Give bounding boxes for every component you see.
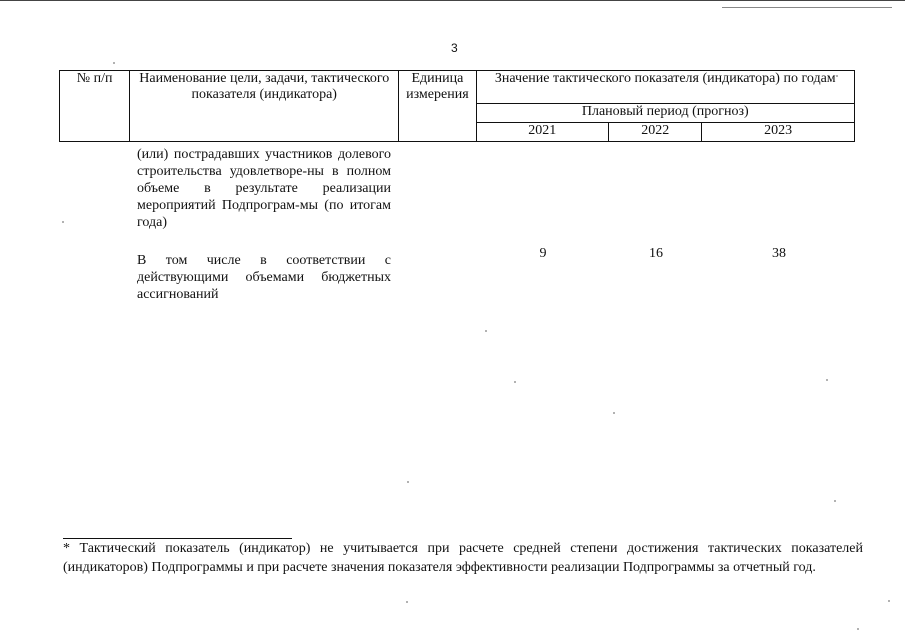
scan-speck [888,600,890,602]
scan-speck [857,628,859,630]
value-2022: 16 [649,246,663,261]
indicator-table-header [59,70,855,142]
header-values-column: Значение тактического показателя (индикатора) по годам [476,71,854,104]
page-top-right-line [722,7,892,8]
page-top-edge-line [0,0,905,1]
scan-speck [836,75,838,77]
header-unit-column: Единица измерения [399,71,476,142]
header-name-column: Наименование цели, задачи, тактического показателя (индикатора) [130,71,399,142]
scan-speck [834,500,836,502]
scan-speck [485,330,487,332]
header-planned-period: Плановый период (прогноз) [476,103,854,122]
footnote-text: * Тактический показатель (индикатор) не учитывается при расчете средней степени достижения тактических показателей (индикаторов) Подпрограммы и при расчете значения показателя эффективности реализации Подпрограммы за отчетный год. [63,541,863,575]
scan-speck [407,481,409,483]
scan-speck [62,221,64,223]
value-2023: 38 [772,246,786,261]
scan-speck [406,601,408,603]
indicator-description-continued: (или) пострадавших участников долевого строительства удовлетворе-ны в полном объеме в результате реализации мероприятий Подпрограм-мы (по итогам года) [137,147,391,230]
scan-speck [826,379,828,381]
page-number: 3 [451,41,458,55]
header-year-2021: 2021 [476,122,608,141]
header-year-2023: 2023 [702,122,855,141]
indicator-budget-subitem: В том числе в соответствии с действующими объемами бюджетных ассигнований [137,253,391,302]
scan-speck [613,412,615,414]
header-year-2022: 2022 [609,122,702,141]
value-2021: 9 [539,246,547,261]
header-number-column: № п/п [60,71,130,142]
scan-speck [514,381,516,383]
scan-speck [113,62,115,64]
